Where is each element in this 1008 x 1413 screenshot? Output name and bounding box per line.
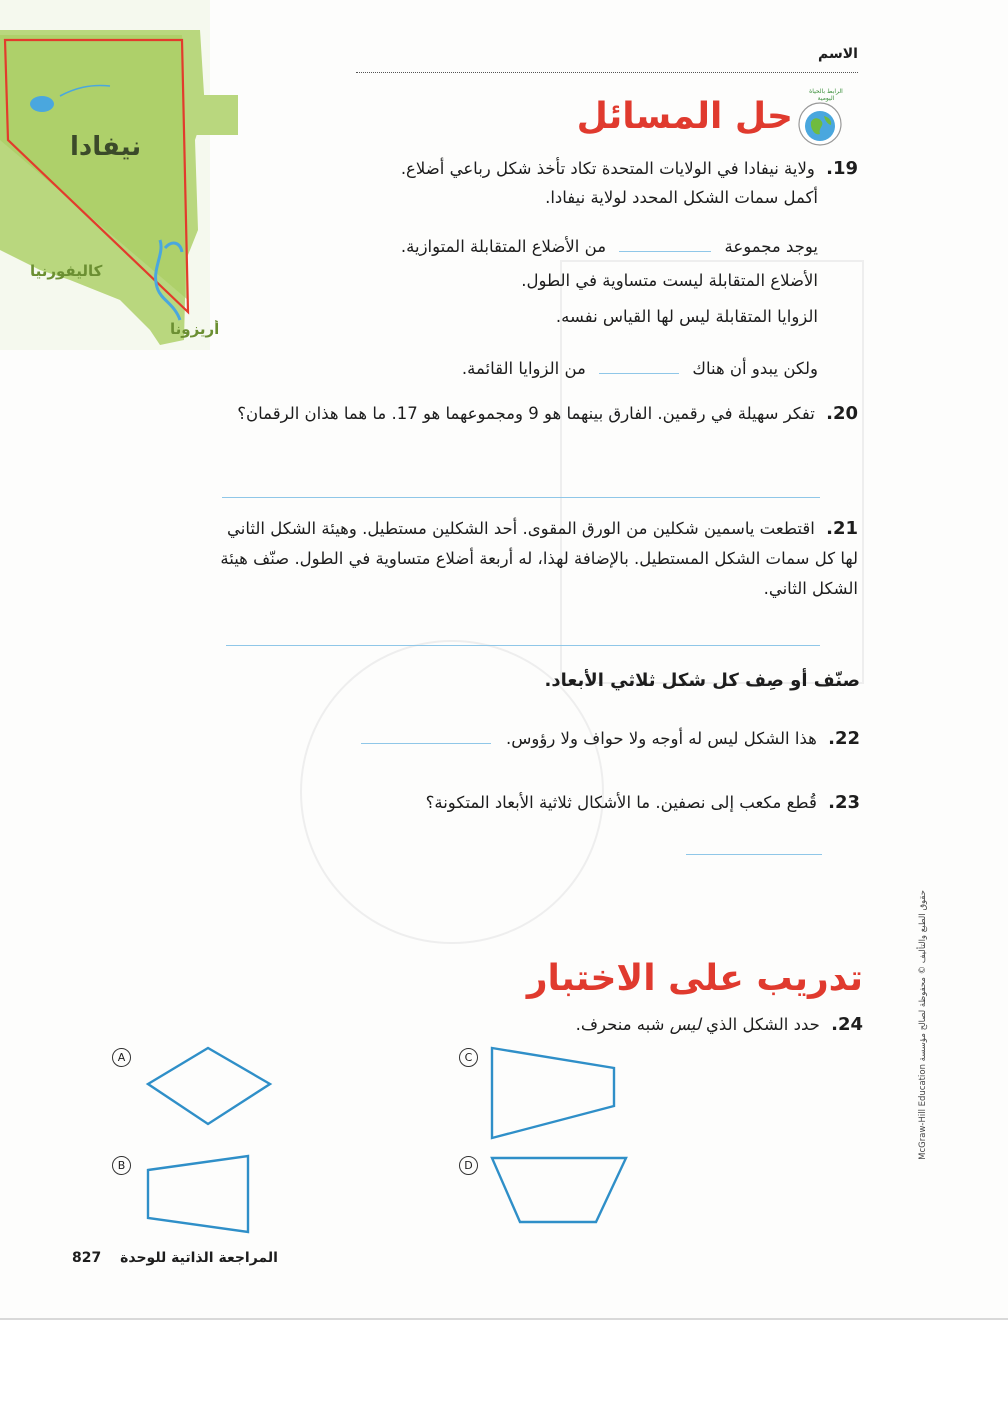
question-19-line2: الأضلاع المتقابلة ليست متساوية في الطول. <box>521 271 818 290</box>
question-24-emphasis: ليس <box>669 1015 701 1034</box>
line1-before: يوجد مجموعة <box>724 237 818 256</box>
line4-after: من الزوايا القائمة. <box>461 359 586 378</box>
line1-after: من الأضلاع المتقابلة المتوازية. <box>400 237 607 256</box>
copyright-credit: حقوق الطبع والتأليف © محفوظة لصالح مؤسسة McGraw-Hill Education <box>918 890 928 1160</box>
map-label-california: كاليفورنيا <box>30 262 103 280</box>
question-22-number: 22. <box>828 728 860 749</box>
question-23-text: قُطع مكعب إلى نصفين. ما الأشكال ثلاثية الأبعاد المتكونة؟ <box>425 793 817 812</box>
section-title-problem-solving: حل المسائل <box>576 96 793 137</box>
question-24-text-after: شبه منحرف. <box>575 1015 665 1034</box>
globe-icon <box>796 100 844 148</box>
question-23 <box>220 788 860 818</box>
choice-a-marker[interactable]: A <box>112 1048 131 1067</box>
choice-a-shape[interactable] <box>140 1040 280 1132</box>
answer-line-23[interactable] <box>686 854 822 855</box>
map-label-arizona: أريزونا <box>170 320 220 338</box>
line4-before: ولكن يبدو أن هناك <box>692 359 818 378</box>
instruction-3d-shapes: صنّف أو صِف كل شكل ثلاثي الأبعاد. <box>544 670 860 691</box>
question-22 <box>220 724 860 754</box>
question-19-line4 <box>258 354 818 384</box>
lake <box>30 96 54 112</box>
question-20-text: تفكر سهيلة في رقمين. الفارق بينهما هو 9 ومجموعهما هو 17. ما هما هذان الرقمان؟ <box>237 404 815 423</box>
question-19-line3: الزوايا المتقابلة ليس لها القياس نفسه. <box>555 307 818 326</box>
choice-c-shape[interactable] <box>484 1040 624 1144</box>
question-24-text-before: حدد الشكل الذي <box>706 1015 820 1034</box>
choice-b-shape[interactable] <box>140 1148 260 1238</box>
question-21 <box>218 514 858 604</box>
page-footer <box>72 1250 278 1266</box>
question-19 <box>238 154 858 184</box>
question-19-prompt: أكمل سمات الشكل المحدد لولاية نيفادا. <box>545 188 818 207</box>
choice-c-marker[interactable]: C <box>459 1048 478 1067</box>
answer-line-21[interactable] <box>226 645 820 646</box>
map-label-nevada: نيفادا <box>70 132 142 162</box>
answer-blank-19a[interactable] <box>619 237 711 252</box>
question-21-number: 21. <box>826 518 858 539</box>
question-20-number: 20. <box>826 403 858 424</box>
utah-land <box>188 95 238 135</box>
name-label: الاسم <box>818 46 858 62</box>
page-number: 827 <box>72 1250 102 1266</box>
question-19-number: 19. <box>826 158 858 179</box>
answer-blank-19b[interactable] <box>599 359 679 374</box>
question-20 <box>218 399 858 429</box>
answer-blank-22[interactable] <box>361 729 491 744</box>
choice-d-marker[interactable]: D <box>459 1156 478 1175</box>
globe-badge-text: الرابط بالحياة اليومية <box>809 88 843 102</box>
question-24 <box>223 1010 863 1040</box>
question-22-text: هذا الشكل ليس له أوجه ولا حواف ولا رؤوس. <box>506 729 817 748</box>
footer-label: المراجعة الذاتية للوحدة <box>120 1250 278 1266</box>
choice-b-marker[interactable]: B <box>112 1156 131 1175</box>
question-19-line1 <box>258 232 818 262</box>
question-21-text: اقتطعت ياسمين شكلين من الورق المقوى. أحد الشكلين مستطيل. وهيئة الشكل الثاني لها كل سمات الشكل المستطيل. بالإضافة لهذا، له أربعة أضلاع متساوية في الطول. صنّف هيئة الشكل الثاني. <box>220 519 858 598</box>
question-19-text: ولاية نيفادا في الولايات المتحدة تكاد تأخذ شكل رباعي أضلاع. <box>400 159 815 178</box>
page-edge <box>0 1318 1008 1320</box>
question-23-number: 23. <box>828 792 860 813</box>
choice-d-shape[interactable] <box>484 1150 634 1230</box>
question-24-number: 24. <box>831 1014 863 1035</box>
nevada-map <box>0 0 240 350</box>
section-title-test-practice: تدريب على الاختبار <box>526 958 863 999</box>
answer-line-20[interactable] <box>222 497 820 498</box>
name-field[interactable] <box>356 72 858 73</box>
